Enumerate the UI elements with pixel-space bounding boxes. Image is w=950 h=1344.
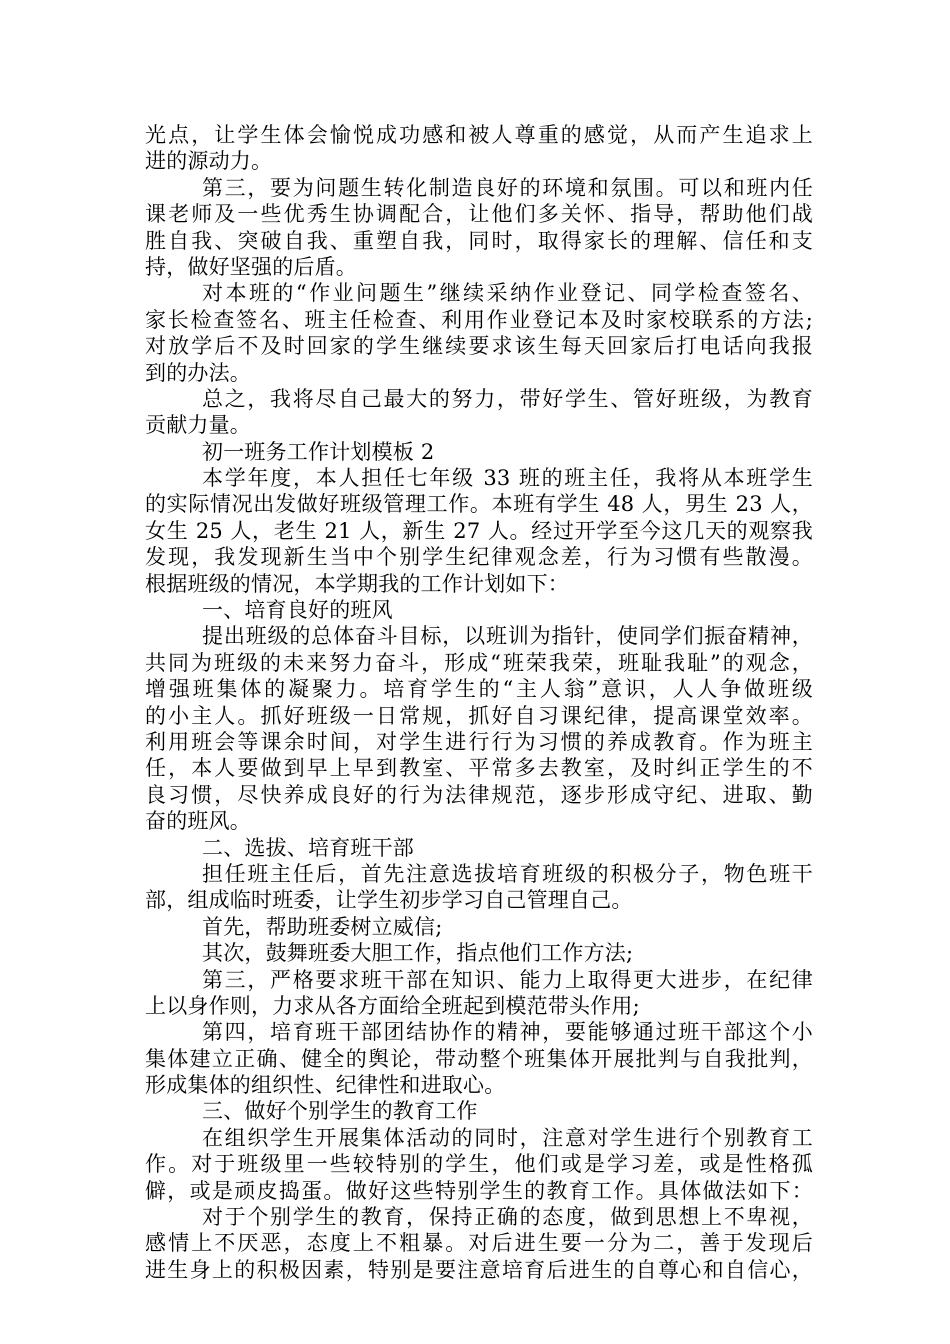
text-line: 上以身作则，力求从各方面给全班起到模范带头作用; — [145, 993, 640, 1018]
text-line: 对本班的“作业问题生”继续采纳作业登记、同学检查签名、 — [202, 281, 813, 306]
text-line: 利用班会等课余时间，对学生进行行为习惯的养成教育。作为班主 — [145, 729, 813, 754]
text-line: 共同为班级的未来努力奋斗，形成“班荣我荣，班耻我耻”的观念， — [145, 650, 813, 675]
text-line: 家长检查签名、班主任检查、利用作业登记本及时家校联系的方法; — [145, 307, 813, 332]
text-line: 光点，让学生体会愉悦成功感和被人尊重的感觉，从而产生追求上 — [145, 123, 813, 147]
text-line: 进的源动力。 — [145, 149, 273, 174]
text-line: 形成集体的组织性、纪律性和进取心。 — [145, 1073, 506, 1098]
text-line: 担任班主任后，首先注意选拔培育班级的积极分子，物色班干 — [202, 861, 813, 886]
text-line: 第三，严格要求班干部在知识、能力上取得更大进步，在纪律 — [202, 967, 813, 992]
text-line: 初一班务工作计划模板 2 — [202, 439, 435, 464]
text-line: 持，做好坚强的后盾。 — [145, 254, 357, 279]
text-line: 其次，鼓舞班委大胆工作，指点他们工作方法; — [202, 941, 634, 966]
text-line: 根据班级的情况，本学期我的工作计划如下： — [145, 571, 569, 596]
text-line: 二、选拔、培育班干部 — [202, 835, 414, 860]
text-line: 奋的班风。 — [145, 809, 251, 834]
text-line: 三、做好个别学生的教育工作 — [202, 1099, 478, 1124]
text-line: 增强班集体的凝聚力。培育学生的“主人翁”意识，人人争做班级 — [145, 677, 813, 702]
document-body — [145, 122, 813, 1283]
text-line: 对于个别学生的教育，保持正确的态度，做到思想上不卑视， — [202, 1205, 813, 1230]
text-line: 进生身上的积极因素，特别是要注意培育后进生的自尊心和自信心， — [145, 1257, 813, 1282]
text-line: 一、培育良好的班风 — [202, 598, 393, 623]
text-line: 发现，我发现新生当中个别学生纪律观念差，行为习惯有些散漫。 — [145, 545, 813, 570]
text-line: 集体建立正确、健全的舆论，带动整个班集体开展批判与自我批判， — [145, 1046, 813, 1071]
text-line: 的小主人。抓好班级一日常规，抓好自习课纪律，提高课堂效率。 — [145, 703, 813, 728]
text-line: 本学年度，本人担任七年级 33 班的班主任，我将从本班学生 — [202, 466, 813, 491]
text-line: 的实际情况出发做好班级管理工作。本班有学生 48 人，男生 23 人， — [145, 492, 813, 517]
text-line: 女生 25 人，老生 21 人，新生 27 人。经过开学至今这几天的观察我 — [145, 518, 813, 543]
text-line: 到的办法。 — [145, 360, 251, 385]
text-line: 在组织学生开展集体活动的同时，注意对学生进行个别教育工 — [202, 1125, 813, 1150]
text-line: 课老师及一些优秀生协调配合，让他们多关怀、指导，帮助他们战 — [145, 202, 813, 227]
text-line: 僻，或是顽皮捣蛋。做好这些特别学生的教育工作。具体做法如下： — [145, 1178, 813, 1203]
text-line: 胜自我、突破自我、重塑自我，同时，取得家长的理解、信任和支 — [145, 228, 813, 253]
text-line: 提出班级的总体奋斗目标，以班训为指针，使同学们振奋精神， — [202, 624, 813, 649]
text-line: 部，组成临时班委，让学生初步学习自己管理自己。 — [145, 888, 633, 913]
text-line: 总之，我将尽自己最大的努力，带好学生、管好班级，为教育 — [202, 386, 813, 411]
text-line: 作。对于班级里一些较特别的学生，他们或是学习差，或是性格孤 — [145, 1152, 813, 1177]
text-line: 感情上不厌恶，态度上不粗暴。对后进生要一分为二，善于发现后 — [145, 1231, 813, 1256]
text-line: 第四，培育班干部团结协作的精神，要能够通过班干部这个小 — [202, 1020, 813, 1045]
text-line: 贡献力量。 — [145, 413, 251, 438]
text-line: 良习惯，尽快养成良好的行为法律规范，逐步形成守纪、进取、勤 — [145, 782, 813, 807]
text-line: 首先，帮助班委树立威信; — [202, 914, 443, 939]
text-line: 第三，要为问题生转化制造良好的环境和氛围。可以和班内任 — [202, 175, 813, 200]
text-line: 任，本人要做到早上早到教室、平常多去教室，及时纠正学生的不 — [145, 756, 813, 781]
text-line: 对放学后不及时回家的学生继续要求该生每天回家后打电话向我报 — [145, 334, 813, 359]
